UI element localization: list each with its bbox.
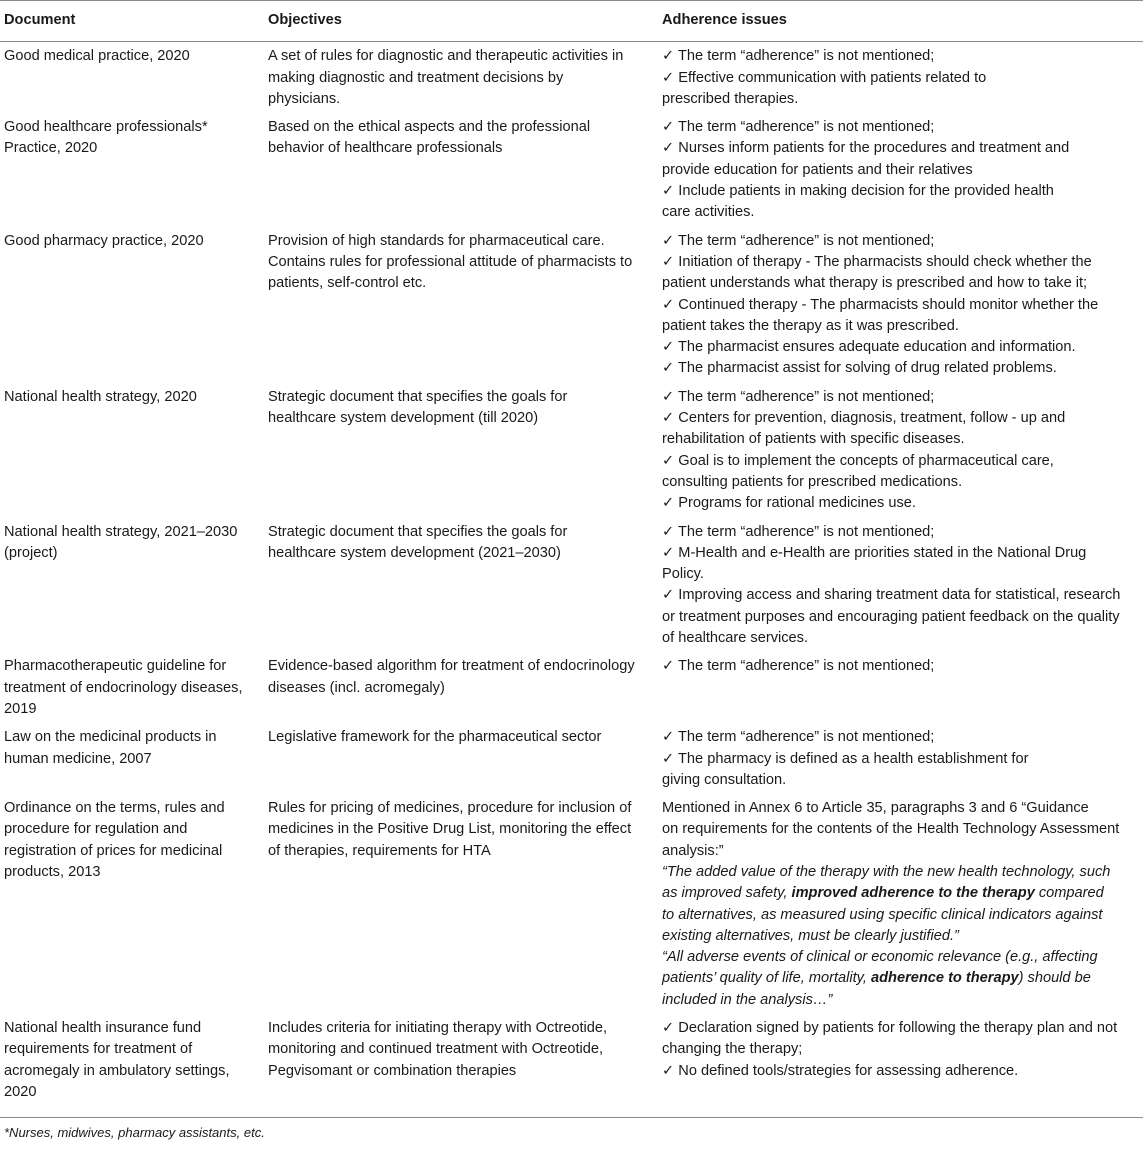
adherence-issue-line	[662, 316, 1139, 337]
issue-text: Policy.	[662, 566, 704, 583]
table-footnote: *Nurses, midwives, pharmacy assistants, etc.	[4, 1125, 265, 1141]
document-cell-line: products, 2013	[4, 863, 101, 880]
adherence-issue-line	[662, 160, 1139, 181]
objectives-cell-line: physicians.	[268, 90, 341, 107]
adherence-issue-line	[662, 926, 1139, 947]
document-cell	[0, 522, 264, 657]
issue-text: care activities.	[662, 204, 755, 221]
issue-text: ✓ The pharmacist ensures adequate education and information.	[662, 339, 1076, 356]
header-document: Document	[4, 12, 76, 28]
issue-text: or treatment purposes and encouraging patient feedback on the quality	[662, 608, 1120, 625]
objectives-cell-line: patients, self-control etc.	[268, 275, 427, 292]
issue-text: patient understands what therapy is prescribed and how to take it;	[662, 275, 1088, 292]
document-cell-line: registration of prices for medicinal	[4, 842, 223, 859]
header-adherence-issues: Adherence issues	[662, 12, 787, 28]
adherence-issue-line	[662, 1018, 1139, 1039]
issue-text: ✓ Nurses inform patients for the procedures and treatment and	[662, 140, 1070, 157]
issue-text: ✓ The term “adherence” is not mentioned;	[662, 523, 935, 540]
table-row	[0, 387, 1143, 522]
adherence-issue-line	[662, 1061, 1139, 1082]
objectives-cell	[264, 231, 658, 387]
adherence-issue-line	[662, 252, 1139, 273]
objectives-cell	[264, 656, 658, 727]
objectives-cell-line: Pegvisomant or combination therapies	[268, 1062, 517, 1079]
issue-text: compared	[1034, 885, 1104, 902]
document-cell-line: Ordinance on the terms, rules and	[4, 800, 225, 817]
issue-text: ✓ The term “adherence” is not mentioned;	[662, 232, 935, 249]
objectives-cell-line: monitoring and continued treatment with Octreotide,	[268, 1041, 604, 1058]
document-cell-line: National health insurance fund	[4, 1020, 202, 1037]
issue-text: of healthcare services.	[662, 630, 809, 647]
objectives-cell-line: diseases (incl. acromegaly)	[268, 679, 445, 696]
issue-text: existing alternatives, must be clearly justified.”	[662, 927, 959, 944]
objectives-cell	[264, 727, 658, 798]
adherence-issue-line	[662, 46, 1139, 67]
table-row	[0, 42, 1143, 117]
adherence-issue-line	[662, 968, 1139, 989]
issue-text: changing the therapy;	[662, 1041, 803, 1058]
issue-text: patient takes the therapy as it was prescribed.	[662, 317, 959, 334]
issue-text: ✓ The term “adherence” is not mentioned;	[662, 388, 935, 405]
table-row	[0, 231, 1143, 387]
document-cell-line: Good pharmacy practice, 2020	[4, 232, 204, 249]
issue-text: as improved safety,	[662, 885, 792, 902]
document-cell-line: acromegaly in ambulatory settings,	[4, 1062, 230, 1079]
objectives-cell	[264, 1018, 658, 1118]
issue-text: analysis:”	[662, 842, 724, 859]
document-cell-line: National health strategy, 2020	[4, 388, 197, 405]
issue-text: ✓ The term “adherence” is not mentioned;	[662, 658, 935, 675]
document-cell-line: (project)	[4, 544, 58, 561]
objectives-cell-line: A set of rules for diagnostic and therapeutic activities in	[268, 48, 624, 65]
table-header	[0, 1, 1143, 42]
issue-text: Mentioned in Annex 6 to Article 35, paragraphs 3 and 6 “Guidance	[662, 800, 1089, 817]
issue-text: ✓ The pharmacy is defined as a health establishment for	[662, 750, 1029, 767]
adherence-issues-cell	[658, 727, 1143, 798]
document-cell-line: procedure for regulation and	[4, 821, 188, 838]
objectives-cell-line: healthcare system development (2021–2030)	[268, 544, 561, 561]
objectives-cell-line: Evidence-based algorithm for treatment of endocrinology	[268, 658, 635, 675]
objectives-cell-line: Includes criteria for initiating therapy with Octreotide,	[268, 1020, 608, 1037]
header-row	[0, 1, 1143, 42]
emphasis-text: improved adherence to the therapy	[791, 885, 1035, 902]
issue-text: ✓ Initiation of therapy - The pharmacists should check whether the	[662, 253, 1092, 270]
table-row	[0, 656, 1143, 727]
issue-text: ✓ Centers for prevention, diagnosis, treatment, follow - up and	[662, 410, 1066, 427]
adherence-issue-line	[662, 990, 1139, 1011]
adherence-issue-line	[662, 656, 1139, 677]
objectives-cell-line: of therapies, requirements for HTA	[268, 842, 491, 859]
adherence-issue-line	[662, 89, 1139, 110]
adherence-issue-line	[662, 387, 1139, 408]
table-row	[0, 798, 1143, 1018]
adherence-issue-line	[662, 117, 1139, 138]
adherence-issues-cell	[658, 656, 1143, 727]
objectives-cell	[264, 117, 658, 230]
document-cell	[0, 117, 264, 230]
issue-text: included in the analysis…”	[662, 991, 833, 1008]
table-row	[0, 522, 1143, 657]
objectives-cell-line: making diagnostic and treatment decisions by	[268, 69, 564, 86]
issue-text: prescribed therapies.	[662, 90, 799, 107]
issue-text: “The added value of the therapy with the new health technology, such	[662, 863, 1111, 880]
issue-text: ✓ Goal is to implement the concepts of pharmaceutical care,	[662, 452, 1054, 469]
adherence-issue-line	[662, 522, 1139, 543]
header-objectives: Objectives	[268, 12, 342, 28]
objectives-cell	[264, 522, 658, 657]
document-cell-line: 2019	[4, 700, 37, 717]
adherence-issue-line	[662, 429, 1139, 450]
issue-text: ✓ Improving access and sharing treatment data for statistical, research	[662, 587, 1121, 604]
table-body	[0, 42, 1143, 1118]
issue-text: on requirements for the contents of the Health Technology Assessment	[662, 821, 1120, 838]
objectives-cell-line: Provision of high standards for pharmaceutical care.	[268, 232, 605, 249]
document-cell-line: Good healthcare professionals*	[4, 119, 208, 136]
adherence-issue-line	[662, 798, 1139, 819]
adherence-issue-line	[662, 1039, 1139, 1060]
adherence-issue-line	[662, 231, 1139, 252]
document-cell	[0, 1018, 264, 1118]
table-row	[0, 727, 1143, 798]
objectives-cell-line: behavior of healthcare professionals	[268, 140, 503, 157]
document-cell-line: treatment of endocrinology diseases,	[4, 679, 243, 696]
adherence-issue-line	[662, 543, 1139, 564]
issue-text: ✓ Programs for rational medicines use.	[662, 495, 916, 512]
issue-text: ✓ Effective communication with patients related to	[662, 69, 987, 86]
adherence-issue-line	[662, 68, 1139, 89]
adherence-issue-line	[662, 749, 1139, 770]
adherence-issue-line	[662, 947, 1139, 968]
objectives-cell	[264, 387, 658, 522]
issue-text: giving consultation.	[662, 771, 787, 788]
document-cell	[0, 42, 264, 117]
adherence-issue-line	[662, 628, 1139, 649]
adherence-issue-line	[662, 727, 1139, 748]
adherence-issue-line	[662, 138, 1139, 159]
objectives-cell-line: Contains rules for professional attitude of pharmacists to	[268, 253, 633, 270]
issue-text: ✓ Include patients in making decision for the provided health	[662, 183, 1054, 200]
document-cell-line: human medicine, 2007	[4, 750, 152, 767]
adherence-issues-cell	[658, 117, 1143, 230]
emphasis-text: adherence to therapy	[871, 970, 1019, 987]
document-cell-line: Good medical practice, 2020	[4, 48, 190, 65]
document-cell	[0, 656, 264, 727]
adherence-issue-line	[662, 883, 1139, 904]
adherence-issue-line	[662, 451, 1139, 472]
adherence-issue-line	[662, 905, 1139, 926]
issue-text: “All adverse events of clinical or economic relevance (e.g., affecting	[662, 949, 1098, 966]
issue-text: ) should be	[1018, 970, 1091, 987]
adherence-issue-line	[662, 273, 1139, 294]
table-row	[0, 1018, 1143, 1118]
issue-text: ✓ Declaration signed by patients for following the therapy plan and not	[662, 1020, 1118, 1037]
adherence-issue-line	[662, 472, 1139, 493]
adherence-issue-line	[662, 493, 1139, 514]
table-row	[0, 117, 1143, 230]
issue-text: provide education for patients and their relatives	[662, 161, 973, 178]
document-cell	[0, 387, 264, 522]
objectives-cell-line: Rules for pricing of medicines, procedure for inclusion of	[268, 800, 632, 817]
issue-text: ✓ The term “adherence” is not mentioned;	[662, 48, 935, 65]
issue-text: ✓ M-Health and e-Health are priorities stated in the National Drug	[662, 544, 1087, 561]
adherence-issues-cell	[658, 231, 1143, 387]
issue-text: ✓ The pharmacist assist for solving of drug related problems.	[662, 360, 1057, 377]
adherence-issue-line	[662, 202, 1139, 223]
objectives-cell-line: Strategic document that specifies the goals for	[268, 388, 568, 405]
adherence-issues-cell	[658, 42, 1143, 117]
issue-text: consulting patients for prescribed medications.	[662, 473, 963, 490]
issue-text: to alternatives, as measured using specific clinical indicators against	[662, 906, 1103, 923]
objectives-cell	[264, 42, 658, 117]
adherence-issue-line	[662, 564, 1139, 585]
adherence-issue-line	[662, 585, 1139, 606]
objectives-cell-line: Based on the ethical aspects and the professional	[268, 119, 591, 136]
document-cell-line: 2020	[4, 1083, 37, 1100]
document-cell-line: Law on the medicinal products in	[4, 729, 217, 746]
issue-text: rehabilitation of patients with specific diseases.	[662, 431, 965, 448]
objectives-cell-line: medicines in the Positive Drug List, monitoring the effect	[268, 821, 632, 838]
objectives-cell	[264, 798, 658, 1018]
objectives-cell-line: healthcare system development (till 2020)	[268, 410, 539, 427]
adherence-issue-line	[662, 358, 1139, 379]
adherence-issue-line	[662, 770, 1139, 791]
document-cell-line: National health strategy, 2021–2030	[4, 523, 238, 540]
objectives-cell-line: Strategic document that specifies the goals for	[268, 523, 568, 540]
adherence-issue-line	[662, 337, 1139, 358]
document-cell	[0, 727, 264, 798]
issue-text: ✓ Continued therapy - The pharmacists should monitor whether the	[662, 296, 1099, 313]
adherence-issue-line	[662, 181, 1139, 202]
document-cell	[0, 231, 264, 387]
adherence-issues-cell	[658, 798, 1143, 1018]
document-cell-line: Practice, 2020	[4, 140, 98, 157]
issue-text: ✓ The term “adherence” is not mentioned;	[662, 119, 935, 136]
adherence-issue-line	[662, 295, 1139, 316]
objectives-cell-line: Legislative framework for the pharmaceutical sector	[268, 729, 602, 746]
adherence-issues-cell	[658, 387, 1143, 522]
issue-text: ✓ No defined tools/strategies for assessing adherence.	[662, 1062, 1019, 1079]
document-cell	[0, 798, 264, 1018]
issue-text: patients’ quality of life, mortality,	[662, 970, 872, 987]
document-cell-line: requirements for treatment of	[4, 1041, 193, 1058]
issue-text: ✓ The term “adherence” is not mentioned;	[662, 729, 935, 746]
adherence-issue-line	[662, 841, 1139, 862]
adherence-issue-line	[662, 819, 1139, 840]
adherence-issues-cell	[658, 1018, 1143, 1118]
adherence-issue-line	[662, 408, 1139, 429]
adherence-issue-line	[662, 607, 1139, 628]
document-cell-line: Pharmacotherapeutic guideline for	[4, 658, 227, 675]
adherence-issues-cell	[658, 522, 1143, 657]
adherence-issue-line	[662, 862, 1139, 883]
